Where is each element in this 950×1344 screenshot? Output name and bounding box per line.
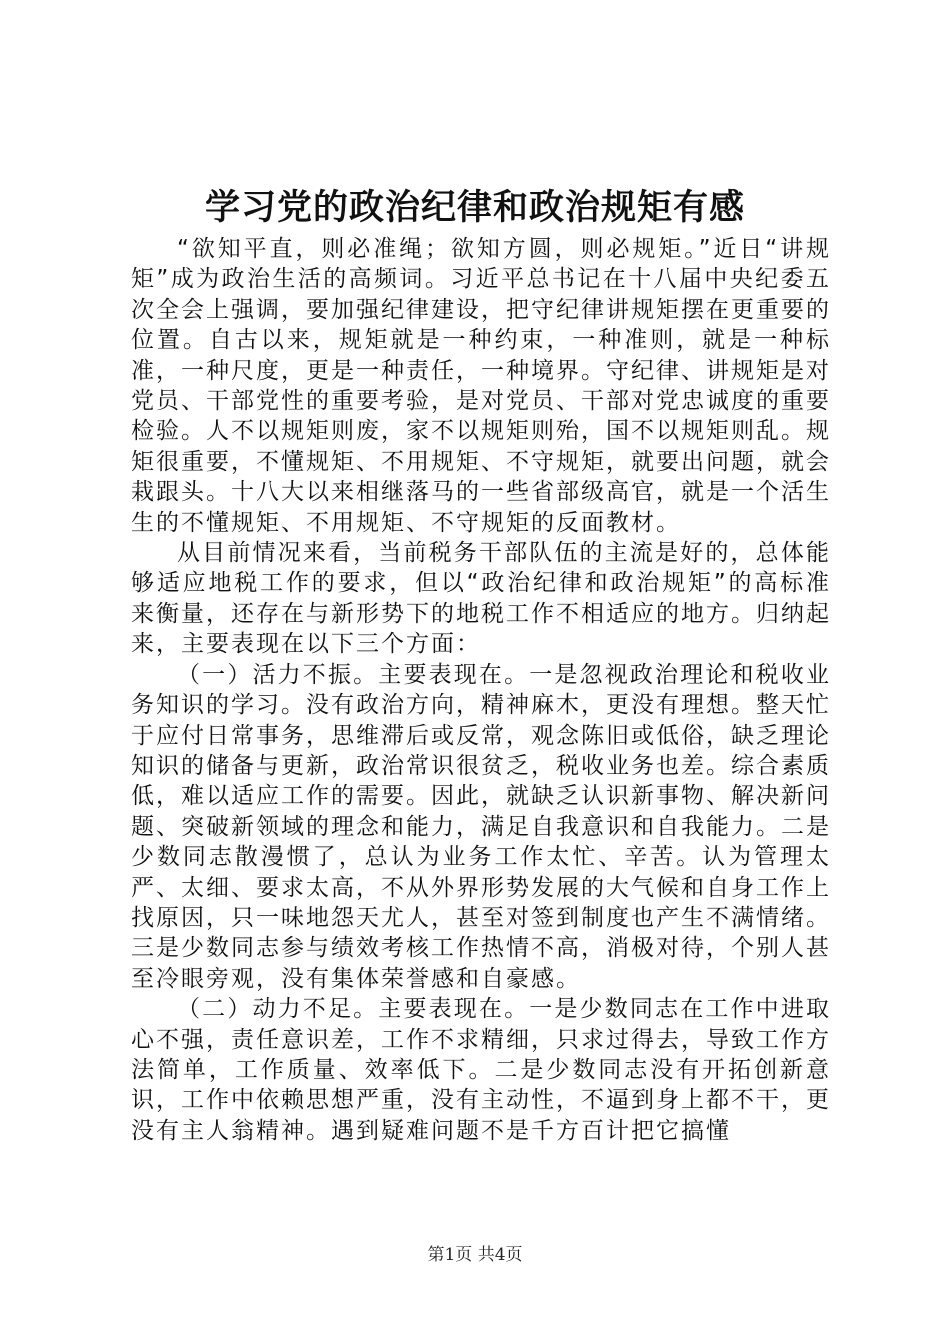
paragraph-intro: “欲知平直，则必准绳；欲知方圆，则必规矩。”近日“讲规矩”成为政治生活的高频词。习近平总书记在十八届中央纪委五次全会上强调，要加强纪律建设，把守纪律讲规矩摆在更重要的位置。自古以来，规矩就是一种约束，一种准则，就是一种标准，一种尺度，更是一种责任，一种境界。守纪律、讲规矩是对党员、干部党性的重要考验，是对党员、干部对党忠诚度的重要检验。人不以规矩则废，家不以规矩则殆，国不以规矩则乱。规矩很重要，不懂规矩、不用规矩、不守规矩，就要出问题，就会栽跟头。十八大以来相继落马的一些省部级高官，就是一个活生生的不懂规矩、不用规矩、不守规矩的反面教材。 [131, 236, 831, 536]
page-footer: 第1页 共4页 [427, 1245, 523, 1265]
paragraph-section-two: （二）动力不足。主要表现在。一是少数同志在工作中进取心不强，责任意识差，工作不求精细，只求过得去，导致工作方法简单，工作质量、效率低下。二是少数同志没有开拓创新意识，工作中依赖思想严重，没有主动性，不逼到身上都不干，更没有主人翁精神。遇到疑难问题不是千方百计把它搞懂 [131, 996, 831, 1144]
paragraph-section-one: （一）活力不振。主要表现在。一是忽视政治理论和税收业务知识的学习。没有政治方向，精神麻木，更没有理想。整天忙于应付日常事务，思维滞后或反常，观念陈旧或低俗，缺乏理论知识的储备与更新，政治常识很贫乏，税收业务也差。综合素质低，难以适应工作的需要。因此，就缺乏认识新事物、解决新问题、突破新领域的理念和能力，满足自我意识和自我能力。二是少数同志散漫惯了，总认为业务工作太忙、辛苦。认为管理太严、太细、要求太高，不从外界形势发展的大气候和自身工作上找原因，只一味地怨天尤人，甚至对签到制度也产生不满情绪。三是少数同志参与绩效考核工作热情不高，消极对待，个别人甚至冷眼旁观，没有集体荣誉感和自豪感。 [131, 661, 831, 992]
document-title: 学习党的政治纪律和政治规矩有感 [204, 188, 745, 228]
paragraph-situation: 从目前情况来看，当前税务干部队伍的主流是好的，总体能够适应地税工作的要求，但以“政治纪律和政治规矩”的高标准来衡量，还存在与新形势下的地税工作不相适应的地方。归纳起来，主要表现在以下三个方面： [131, 540, 831, 658]
document-body [131, 234, 831, 1146]
